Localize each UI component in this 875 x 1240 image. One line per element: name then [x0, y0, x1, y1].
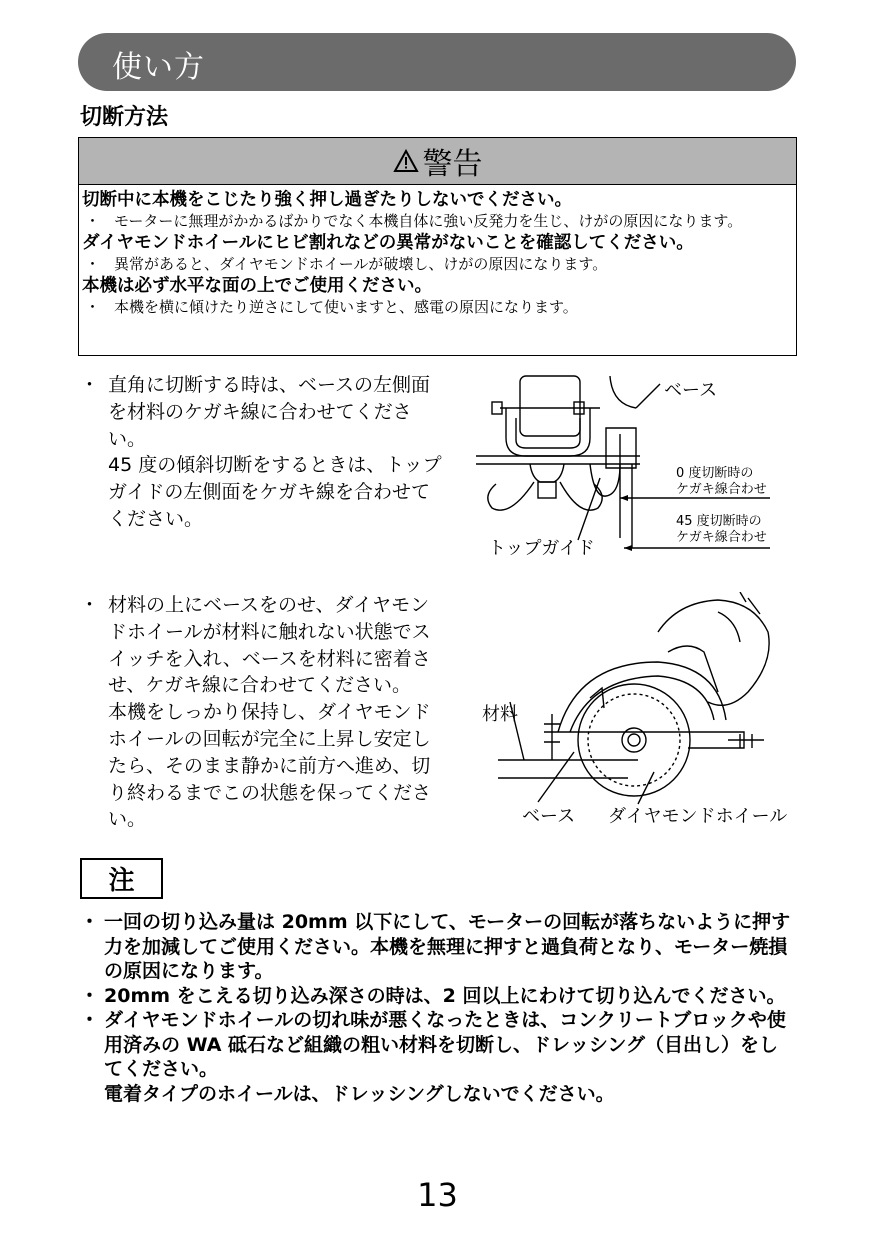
instruction-paragraph [80, 372, 446, 533]
diamond-wheel-label: ダイヤモンドホイール [608, 806, 788, 827]
section-title: 切断方法 [80, 105, 169, 130]
bullet: ・ [80, 911, 100, 933]
warning-title: 警告 [422, 147, 483, 182]
warning-box [78, 137, 797, 356]
bullet: ・ [85, 212, 101, 230]
warning-item-heading: ダイヤモンドホイールにヒビ割れなどの異常がないことを確認してください。 [82, 233, 694, 253]
warning-item-heading: 本機は必ず水平な面の上でご使用ください。 [82, 276, 432, 296]
warning-header [79, 138, 796, 185]
warning-triangle-icon [393, 149, 419, 173]
note-title: 注 [108, 866, 135, 896]
bullet: ・ [80, 374, 100, 396]
page-header [78, 33, 796, 91]
warning-item-note [82, 254, 796, 275]
note-item [80, 910, 796, 984]
page-number: 13 [417, 1176, 458, 1214]
note-item [80, 1008, 796, 1106]
instruction-paragraph [80, 592, 446, 833]
warning-item-note-text: モーターに無理がかかるばかりでなく本機自体に強い反発力を生じ、けがの原因になります。 [114, 212, 743, 230]
note-item [80, 984, 796, 1009]
warning-item-note [82, 211, 796, 232]
warning-body [79, 185, 796, 318]
cutting-figure [478, 592, 796, 832]
bullet: ・ [80, 1009, 100, 1031]
zero-degree-line-label: 0 度切断時の ケガキ線合わせ [676, 466, 767, 497]
instruction-text: 材料の上にベースをのせ、ダイヤモンドホイールが材料に触れない状態でスイッチを入れ、ベースを材料に密着させ、ケガキ線に合わせてください。 本機をしっかり保持し、ダイヤモンドホイールの回転が完全に上昇し安定したら、そのまま静かに前方へ進め、切り終わるまでこの状態を保ってください。 [108, 594, 432, 831]
warning-item-note-text: 異常があると、ダイヤモンドホイールが破壊し、けがの原因になります。 [114, 255, 608, 273]
top-guide-figure [470, 368, 790, 568]
note-list [80, 910, 796, 1106]
top-guide-label: トップガイド [488, 538, 595, 559]
cutting-diagram [478, 592, 796, 832]
bullet: ・ [85, 255, 101, 273]
base-label: ベース [664, 380, 718, 401]
warning-item-heading: 切断中に本機をこじたり強く押し過ぎたりしないでください。 [82, 190, 572, 210]
warning-item-note-text: 本機を横に傾けたり逆さにして使いますと、感電の原因になります。 [114, 298, 578, 316]
note-item-text: 一回の切り込み量は 20mm 以下にして、モーターの回転が落ちないように押す力を加減してご使用ください。本機を無理に押すと過負荷となり、モーター焼損の原因になります。 [104, 911, 791, 982]
bullet: ・ [85, 298, 101, 316]
instruction-text: 直角に切断する時は、ベースの左側面を材料のケガキ線に合わせてください。 45 度の傾斜切断をするときは、トップガイドの左側面をケガキ線を合わせてください。 [108, 374, 442, 530]
forty-five-degree-line-label: 45 度切断時の ケガキ線合わせ [676, 514, 767, 545]
note-item-text: ダイヤモンドホイールの切れ味が悪くなったときは、コンクリートブロックや使用済みの WA 砥石など組織の粗い材料を切断し、ドレッシング（目出し）をしてください。 電着タイプのホイールは、ドレッシングしないでください。 [104, 1009, 786, 1105]
note-title-box [80, 858, 163, 899]
bullet: ・ [80, 984, 100, 1007]
warning-item-note [82, 297, 796, 318]
note-item-text: 20mm をこえる切り込み深さの時は、2 回以上にわけて切り込んでください。 [104, 984, 786, 1007]
material-label: 材料 [482, 704, 518, 725]
page-header-title: 使い方 [112, 50, 205, 85]
base-label: ベース [522, 806, 576, 827]
bullet: ・ [80, 594, 100, 616]
